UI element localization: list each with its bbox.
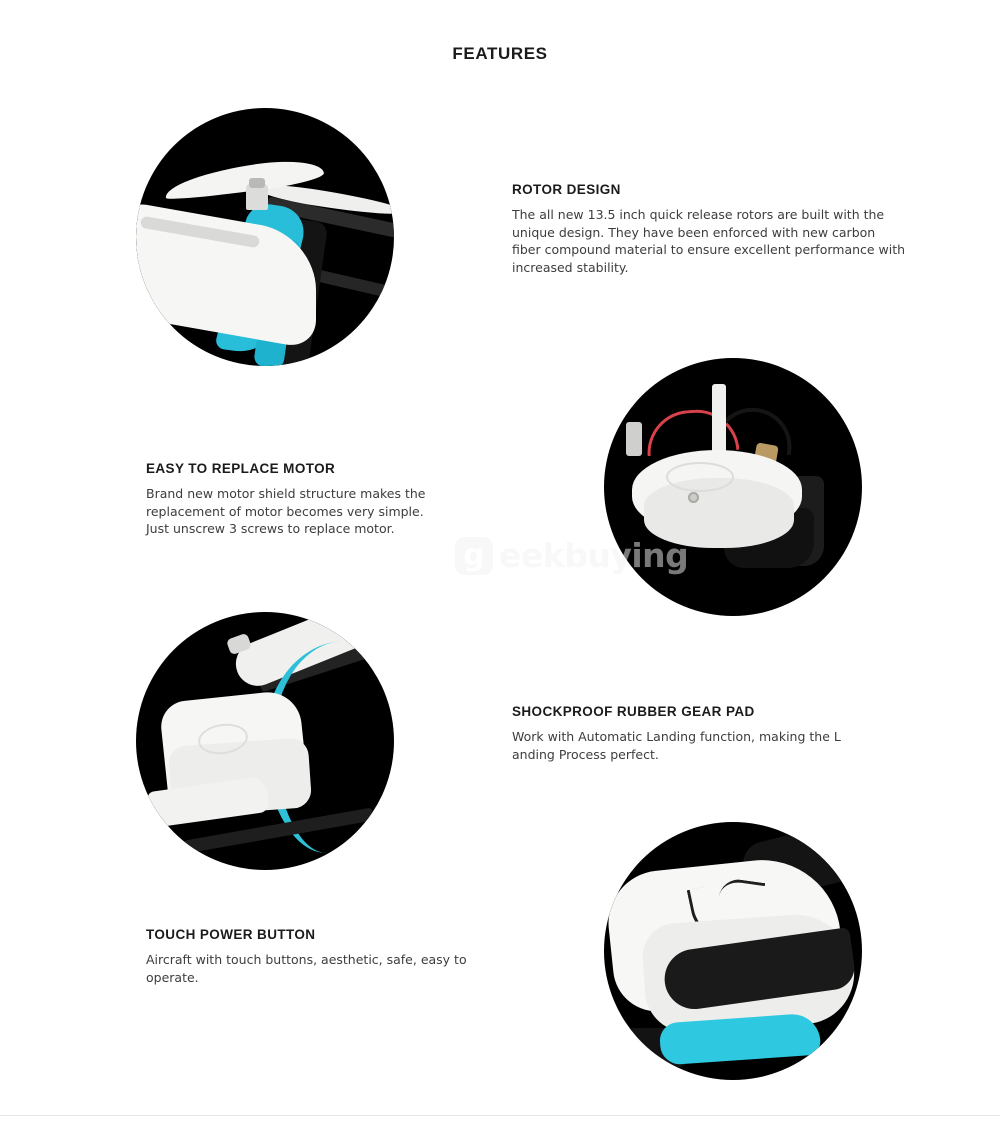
feature-touch-power-button <box>146 927 476 986</box>
feature-rotor-design <box>512 182 907 276</box>
motor-shaft <box>712 384 726 456</box>
feature-description: Brand new motor shield structure makes the replacement of motor becomes very simple. Just unscrew 3 screws to replace motor. <box>146 486 426 536</box>
rotor-nut <box>249 178 265 188</box>
watermark-text: eekbuying <box>499 536 689 575</box>
gear-pad-photo-inner <box>604 822 862 1080</box>
rotor-photo <box>136 108 394 366</box>
rotor-photo-inner <box>136 108 394 366</box>
motor-slot <box>666 462 734 492</box>
feature-title: ROTOR DESIGN <box>512 182 621 197</box>
bottom-divider <box>0 1115 1000 1116</box>
touch-button-photo <box>136 612 394 870</box>
feature-description: Aircraft with touch buttons, aesthetic, safe, easy to operate. <box>146 952 467 985</box>
page-title: FEATURES <box>452 44 548 63</box>
motor-photo-inner <box>604 358 862 616</box>
feature-title: EASY TO REPLACE MOTOR <box>146 461 336 476</box>
feature-easy-to-replace-motor <box>146 461 446 538</box>
touch-module-foot <box>146 776 270 828</box>
touch-button-photo-inner <box>136 612 394 870</box>
motor-post <box>626 422 642 456</box>
watermark-badge: g <box>455 537 493 575</box>
feature-shockproof-rubber-gear-pad <box>512 704 872 763</box>
gear-pad-photo <box>604 822 862 1080</box>
motor-photo <box>604 358 862 616</box>
feature-title: TOUCH POWER BUTTON <box>146 927 316 942</box>
feature-title: SHOCKPROOF RUBBER GEAR PAD <box>512 704 755 719</box>
feature-description: The all new 13.5 inch quick release rotors are built with the unique design. They have been enforced with new carbon fiber compound material to ensure excellent performance with increased stability. <box>512 207 906 275</box>
feature-description: Work with Automatic Landing function, making the L anding Process perfect. <box>512 729 841 762</box>
motor-screw <box>688 492 699 503</box>
